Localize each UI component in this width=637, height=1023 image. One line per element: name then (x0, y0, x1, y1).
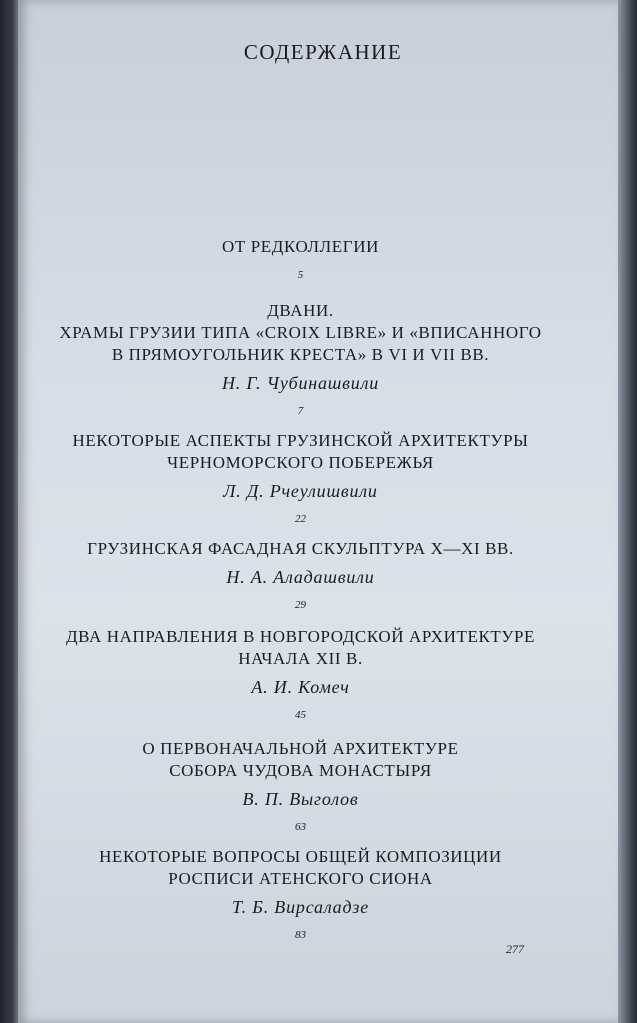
entry-title-line: О ПЕРВОНАЧАЛЬНОЙ АРХИТЕКТУРЕ (142, 739, 459, 758)
entry-title-line: ДВАНИ. (267, 301, 334, 320)
toc-entry (38, 538, 563, 612)
entry-page-number: 45 (295, 709, 306, 721)
entry-author: Н. А. Аладашвили (226, 567, 375, 587)
toc-entry (38, 300, 563, 418)
entry-title-line: ХРАМЫ ГРУЗИИ ТИПА «CROIX LIBRE» И «ВПИСАННОГО (59, 323, 542, 342)
entry-title-line: НЕКОТОРЫЕ ВОПРОСЫ ОБЩЕЙ КОМПОЗИЦИИ (99, 847, 502, 866)
entry-author: В. П. Выголов (242, 789, 359, 809)
entry-title-line: СОБОРА ЧУДОВА МОНАСТЫРЯ (169, 761, 432, 780)
page-title: СОДЕРЖАНИЕ (243, 40, 403, 64)
entry-title-line: РОСПИСИ АТЕНСКОГО СИОНА (168, 869, 433, 888)
entry-page-number: 63 (295, 821, 306, 833)
entry-title-line: ДВА НАПРАВЛЕНИЯ В НОВГОРОДСКОЙ АРХИТЕКТУРЕ (65, 627, 536, 646)
folio-page-number: 277 (506, 942, 524, 956)
entry-title-line: ОТ РЕДКОЛЛЕГИИ (222, 237, 379, 256)
entry-title-line: НЕКОТОРЫЕ АСПЕКТЫ ГРУЗИНСКОЙ АРХИТЕКТУРЫ (72, 431, 529, 450)
entry-page-number: 5 (297, 269, 304, 281)
entry-author: Л. Д. Рчеулишвили (223, 481, 378, 501)
entry-page-number: 83 (295, 929, 306, 941)
toc-entry (38, 846, 563, 942)
table-of-contents (18, 0, 618, 1023)
entry-author: А. И. Комеч (251, 677, 350, 697)
entry-title-line: ГРУЗИНСКАЯ ФАСАДНАЯ СКУЛЬПТУРА X—XI ВВ. (87, 539, 514, 558)
toc-entry (38, 738, 563, 834)
entry-page-number: 29 (295, 599, 306, 611)
entry-title-line: В ПРЯМОУГОЛЬНИК КРЕСТА» В VI И VII ВВ. (111, 345, 490, 364)
toc-entry (38, 236, 563, 282)
book-spine-shadow (0, 0, 18, 1023)
entry-page-number: 22 (295, 513, 306, 525)
toc-entry (38, 626, 563, 722)
toc-entry (38, 430, 563, 526)
entry-title-line: ЧЕРНОМОРСКОГО ПОБЕРЕЖЬЯ (167, 453, 434, 472)
page-edge-shadow (618, 0, 637, 1023)
entry-title-line: НАЧАЛА XII В. (238, 649, 363, 668)
entry-page-number: 7 (297, 405, 304, 417)
entry-author: Т. Б. Вирсаладзе (232, 897, 369, 917)
entry-author: Н. Г. Чубинашвили (221, 373, 380, 393)
